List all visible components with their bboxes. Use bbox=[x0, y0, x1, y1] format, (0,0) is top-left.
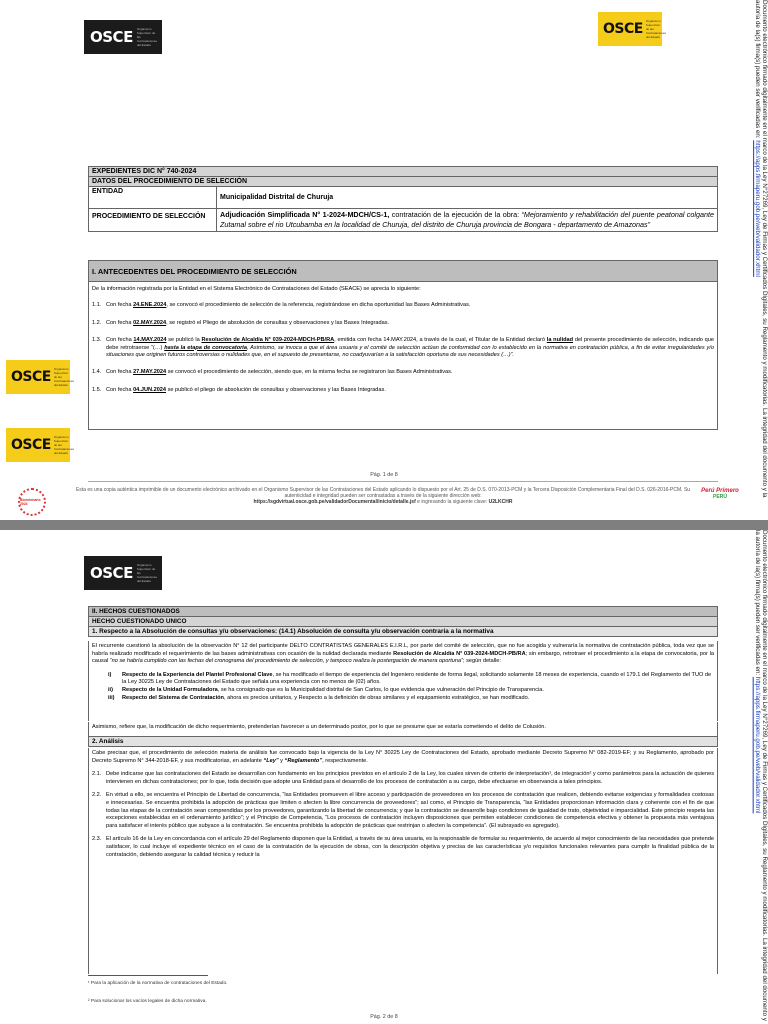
list-item: ii) Respecto de la Unidad Formuladora, se ha consignado que es la Municipalidad distrital de San Carlos, lo que evidencia que vulneración del Principio de Transparencia. bbox=[108, 686, 544, 693]
osce-logo: OSCE Organismo Supervisor de las Contrataciones del Estado bbox=[84, 20, 162, 54]
peru-brand-icon: Perú Primero PERÚ bbox=[701, 488, 739, 500]
selection-data-title: DATOS DEL PROCEDIMIENTO DE SELECCIÓN bbox=[89, 177, 718, 187]
list-item: iii) Respecto del Sistema de Contratación, ahora es precios unitarios, y Respecto a la definición de obras similares y el equipamiento estratégico, se han modificado. bbox=[108, 694, 530, 701]
analysis-header-table bbox=[88, 736, 718, 747]
list-item: 1.3. Con fecha 14.MAY.2024 se publicó la Resolución de Alcaldía N° 039-2024-MDCH-PB/RA, emitida con fecha 14.MAY.2024, a través de la cual, el Titular de la Entidad declaró la nulidad del presente procedimiento de selección, indicando que debe retrotraerse “(…) hasta la etapa de convocatoria, Asimismo, se invoca a que el área usuaria y el comité de selección actúan de conformidad con lo establecido en la normativa en contratación pública, a fin de evitar irregularidades y/o situaciones que originen futuros controversias o nulidades que, en el supuesto de presentarse, no coadyuvarían a la satisfacción oportuna de sus necesidades (…)”. bbox=[92, 337, 714, 359]
procedure-label: PROCEDIMIENTO DE SELECCIÓN bbox=[89, 209, 217, 232]
validation-key: U2LKCHR bbox=[488, 499, 513, 506]
analysis-body bbox=[88, 748, 718, 974]
osce-logo: OSCE Organismo Supervisor de las Contrataciones del Estado bbox=[84, 556, 162, 590]
bicentenario-seal-icon: Bicentenario 2024 bbox=[18, 488, 46, 516]
osce-logo-yellow-side: OSCE Organismo Supervisor de las Contrataciones del Estado bbox=[6, 360, 70, 394]
entity-value: Municipalidad Distrital de Churuja bbox=[217, 187, 718, 209]
list-item: 1.5. Con fecha 04.JUN.2024 se publicó el pliego de absolución de consultas y observaciones y las Bases Integradas. bbox=[92, 386, 386, 393]
hecho-paragraph: El recurrente cuestionó la absolución de la observación N° 12 del participante DELTO CONTRATISTAS GENERALES E.I.R.L, por parte del comité de selección, que no fue acogida y vulneraría la normativa de contratación pública, toda vez que se habría realizado modificado el requerimiento de las bases administrativas con ocasión de la nulidad declarada mediante Resolución de Alcaldía N° 039-2024-MDCH-PB/RA; sin embargo, retrotraer el procedimiento a la etapa de convocatoria, por la causal “no se habría cumplido con las fechas del cronograma del procedimiento de selección, y tampoco realiza la postergación de manera oportuna”; según detalle: bbox=[92, 643, 714, 665]
page-number: Pág. 2 de 8 bbox=[370, 1014, 398, 1020]
point-1-title: 1. Respecto a la Absolución de consultas y/u observaciones: (14.1) Absolución de consulta y/u observación contraria a la normativa bbox=[89, 627, 718, 637]
expediente-number: EXPEDIENTES DIC N° 740-2024 bbox=[89, 167, 718, 177]
hechos-title: II. HECHOS CUESTIONADOS bbox=[89, 607, 718, 617]
section-antecedentes-title: I. ANTECEDENTES DEL PROCEDIMIENTO DE SELECCIÓN bbox=[88, 260, 718, 282]
colusion-paragraph: Asimismo, refiere que, la modificación de dicho requerimiento, pretenderían favorecer a un determinado postor, por lo que se presume que se estaría cometiendo el delito de Colusión. bbox=[88, 722, 718, 736]
authenticity-footer: Esta es una copia auténtica imprimible de un documento electrónico archivado en el Organismo Supervisor de las Contrataciones del Estado aplicando lo dispuesto por el Art. 25 de D.S. 070-2013-PCM y la Tercera Disposición Complementaria Final del D.S. 026-2016-PCM. Su autenticidad e integridad pueden ser contrastadas a través de la siguiente dirección web: https://sgdvirtual.osce.gob.pe/validadorDocumental/inicio/detalle.jsf e ingresando la siguiente clave: U2LKCHR bbox=[75, 487, 691, 506]
antecedentes-body bbox=[88, 282, 718, 430]
list-item: i) Respecto de la Experiencia del Plantel Profesional Clave, se ha modificado el tiempo de experiencia del Ingeniero residente de forma ilegal, solicitando solamente 18 meses de experiencia, cuando el 179.1 del Reglamento del TUO de la Ley 30225 Ley de Contrataciones del Estado que señala una experiencia con no menos de (02) años. bbox=[108, 671, 712, 686]
list-item: 2.2. En virtud a ello, se encuentra el Principio de Libertad de concurrencia, “las Entidades promueven el libre acceso y participación de proveedores en los procesos de contratación que realicen, debiendo evitarse exigencias y formalidades costosas e innecesarias. Se encuentra prohibida la adopción de prácticas que limiten o afecten la libre concurrencia de proveedores”; así como, el Principio de Transparencia, “las Entidades proporcionan información clara y coherente con el fin de que todas las etapas de la contratación sean comprendidas por los proveedores, garantizando la libertad de concurrencia; y que la contratación se desarrolle bajo condiciones de igualdad de trato, objetividad e imparcialidad. Este principio respeta las excepciones establecidas en el ordenamiento jurídico”; y el Principio de Competencia, “Los procesos de contratación incluyen disposiciones que permiten establecer condiciones de competencia efectiva y obtener la propuesta más ventajosa para satisfacer el interés público que subyace a la contratación. Se encuentra prohibida la adopción de prácticas que restrinjan o afecten la competencia”. (El subrayado es agregado). bbox=[92, 792, 714, 829]
signature-validation-link[interactable]: https://apps.firmaperu.gob.pe/web/validador.xhtml bbox=[753, 140, 761, 277]
digital-signature-note: Documento electrónico firmado digitalmente en el marco de la Ley N°27269, Ley de Firmas y Certificados Digitales, su Reglamento y modificatorias. La integridad del documento y la autoría de la(s) firma(s) pueden ser verificadas en: https://apps.firmaperu.gob.pe/web/validador.xhtml bbox=[753, 0, 768, 498]
signature-validation-link[interactable]: https://apps.firmaperu.gob.pe/web/validador.xhtml bbox=[753, 676, 761, 814]
list-item: 1.1. Con fecha 24.ENE.2024, se convocó el procedimiento de selección de la referencia, registrándose en dicha oportunidad las Bases Administrativas. bbox=[92, 302, 471, 309]
list-item: 1.4. Con fecha 27.MAY.2024 se convocó el procedimiento de selección, siendo que, en la misma fecha se registraron las Bases Administrativas. bbox=[92, 369, 453, 376]
validation-url[interactable]: https://sgdvirtual.osce.gob.pe/validadorDocumental/inicio/detalle.jsf bbox=[253, 499, 416, 506]
osce-logo-yellow-side: OSCE Organismo Supervisor de las Contrataciones del Estado bbox=[6, 428, 70, 462]
analysis-intro: Cabe precisar que, el procedimiento de selección materia de análisis fue convocado bajo la vigencia de la Ley N° 30225 Ley de Contrataciones del Estado, aprobado mediante Decreto Supremo N° 082-2019-EF; y su Reglamento, aprobado por Decreto Supremo N° 344-2018-EF, y sus modificatorias, en adelante “Ley” y “Reglamento”, respectivamente. bbox=[92, 750, 714, 764]
footnote-divider bbox=[88, 975, 208, 976]
hechos-header-table bbox=[88, 606, 718, 637]
digital-signature-note: Documento electrónico firmado digitalmente en el marco de la Ley N°27269, Ley de Firmas y Certificados Digitales, su Reglamento y modificatorias. La integridad del documento y la autoría de la(s) firma(s) pueden ser verificadas en: https://apps.firmaperu.gob.pe/web/validador.xhtml bbox=[753, 530, 768, 1021]
document-page-2 bbox=[0, 530, 768, 1024]
entity-label: ENTIDAD bbox=[89, 187, 217, 209]
osce-logo-yellow: OSCE Organismo Supervisor de las Contrataciones del Estado bbox=[598, 12, 662, 46]
case-header-table bbox=[88, 166, 718, 232]
antecedentes-intro: De la información registrada por la Entidad en el Sistema Electrónico de Contrataciones del Estado (SEACE) se aprecia lo siguiente: bbox=[92, 286, 421, 292]
list-item: 2.3. El artículo 16 de la Ley en concordancia con el artículo 29 del Reglamento disponen que la Entidad, a través de su área usuaria, es la responsable de formular su requerimiento, de acuerdo al mejor conocimiento de las necesidades que pretende satisfacer, lo cual incluye el expediente técnico en el caso de la contratación de la ejecución de obras, con la descripción objetiva y precisa de las características y/o requisitos funcionales relevantes para cumplir la finalidad pública de la contratación, debiendo asegurar la calidad técnica y reducir la bbox=[92, 836, 714, 858]
footer-divider bbox=[88, 481, 718, 482]
point-2-title: 2. Análisis bbox=[89, 737, 718, 747]
page-number: Pág. 1 de 8 bbox=[370, 472, 398, 478]
page-gap bbox=[0, 520, 768, 530]
list-item: 1.2. Con fecha 02.MAY.2024, se registró el Pliego de absolución de consultas y observaciones y las Bases Integradas. bbox=[92, 319, 390, 326]
hecho-body bbox=[88, 641, 718, 721]
hecho-unico-title: HECHO CUESTIONADO UNICO bbox=[89, 617, 718, 627]
footnote-2: ² Para solucionar los vacíos legales de dicha normativa. bbox=[88, 999, 207, 1004]
list-item: 2.1. Debe indicarse que las contrataciones del Estado se desarrollan con fundamento en los principios previstos en el artículo 2 de la Ley, los cuales sirven de criterio de interpretación¹, de integración² y como parámetros para la actuación de quienes intervienen en dichas contrataciones; por lo que, toda decisión que adopte una Entidad para el desarrollo de los procesos de contratación a su cargo, debe efectuarse en observancia a tales principios. bbox=[92, 771, 714, 785]
footnote-1: ¹ Para la aplicación de la normativa de contrataciones del Estado. bbox=[88, 981, 228, 986]
procedure-value: Adjudicación Simplificada N° 1-2024-MDCH/CS-1, contratación de la ejecución de la obra: “Mejoramiento y rehabilitación del puente peatonal colgante Zutamal sobre el rio Utcubamba en la localidad de Churuja, del distrito de Churuja provincia de Bongara - departamento de Amazonas” bbox=[217, 209, 718, 232]
